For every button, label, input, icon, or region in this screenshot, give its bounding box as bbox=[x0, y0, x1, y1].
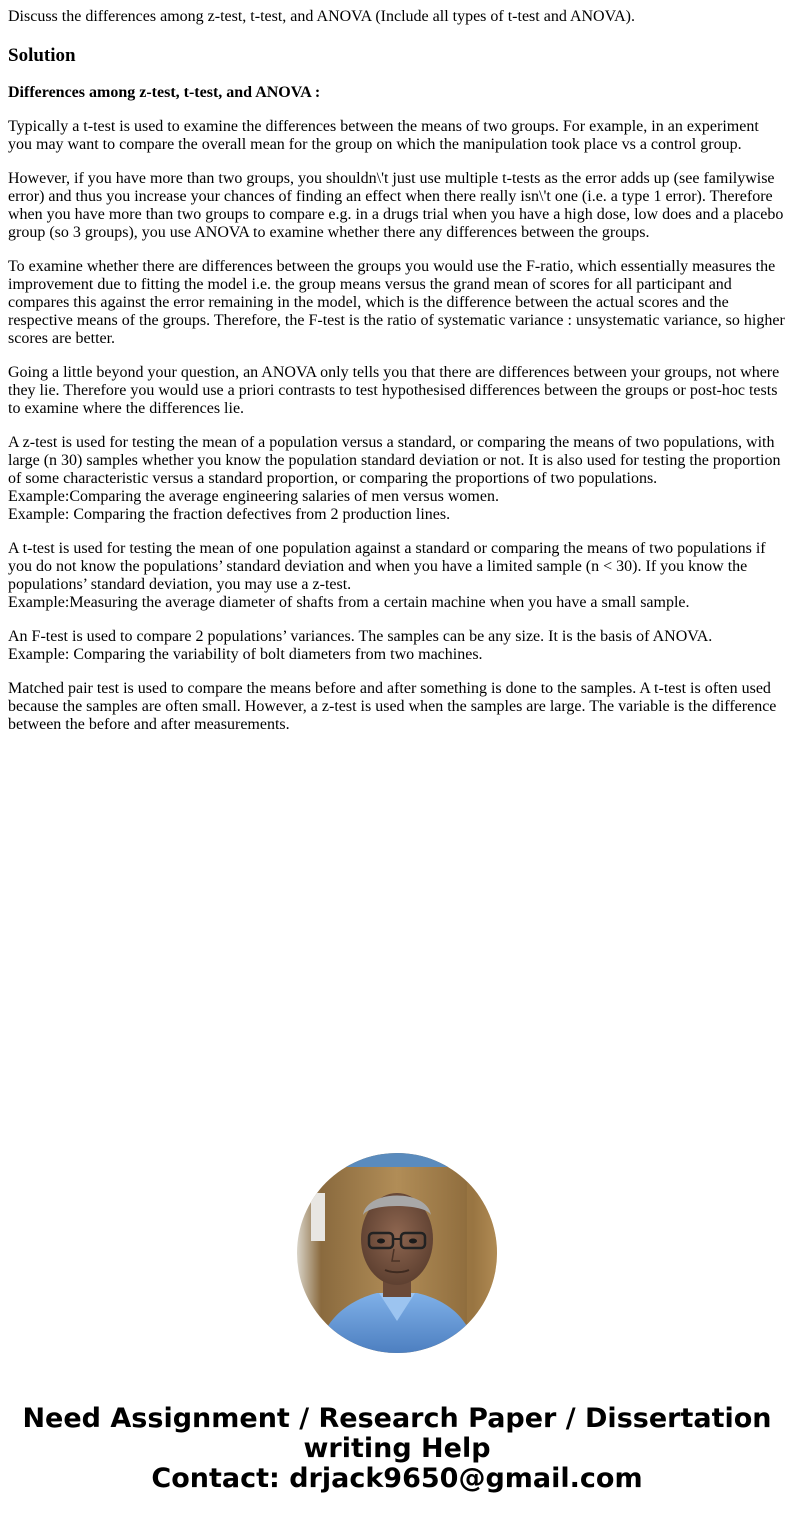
author-photo-icon bbox=[297, 1153, 497, 1353]
question-text: Discuss the differences among z-test, t-test, and ANOVA (Include all types of t-test and ANOVA). bbox=[8, 8, 635, 25]
author-avatar bbox=[297, 1153, 497, 1353]
footer-line: writing Help bbox=[303, 1433, 491, 1464]
paragraph-example: Example: Comparing the variability of bolt diameters from two machines. bbox=[8, 646, 483, 663]
paragraph-line: Going a little beyond your question, an ANOVA only tells you that there are differences between your groups, not where they lie. Therefore you would use a priori contrasts to test hypothesised differences between the groups or post-hoc tests to examine where the differences lie. bbox=[8, 364, 780, 417]
paragraph-line: An F-test is used to compare 2 populations’ variances. The samples can be any size. It is the basis of ANOVA. bbox=[8, 628, 713, 645]
paragraph-f-ratio bbox=[8, 258, 786, 348]
paragraph-matched-pair bbox=[8, 680, 786, 734]
footer-line: Need Assignment / Research Paper / Dissertation bbox=[22, 1403, 772, 1434]
paragraph-ttest-intro bbox=[8, 118, 786, 154]
paragraph-line: A t-test is used for testing the mean of one population against a standard or comparing the means of two populations if you do not know the populations’ standard deviation and when you have a limited sample (n < 30). If you know the populations’ standard deviation, you may use a z-test. bbox=[8, 540, 766, 593]
footer-contact-email: Contact: drjack9650@gmail.com bbox=[151, 1463, 643, 1494]
document-body bbox=[8, 8, 786, 750]
paragraph-example: Example:Measuring the average diameter of shafts from a certain machine when you have a small sample. bbox=[8, 594, 690, 611]
paragraph-multiple-groups bbox=[8, 170, 786, 242]
paragraph-line: However, if you have more than two groups, you shouldn\'t just use multiple t-tests as the error adds up (see familywise error) and thus you increase your chances of finding an effect when there really isn\'t one (i.e. a type 1 error). Therefore when you have more than two groups to compare e.g. in a drugs trial when you have a high dose, low does and a placebo group (so 3 groups), you use ANOVA to examine whether there any differences between the groups. bbox=[8, 170, 784, 241]
paragraph-line: A z-test is used for testing the mean of a population versus a standard, or comparing the means of two populations, with large (n 30) samples whether you know the population standard deviation or not. It is also used for testing the proportion of some characteristic versus a standard proportion, or comparing the proportions of two populations. bbox=[8, 434, 781, 487]
section-heading: Differences among z-test, t-test, and ANOVA : bbox=[8, 84, 321, 101]
paragraph-example: Example:Comparing the average engineering salaries of men versus women. bbox=[8, 488, 499, 505]
paragraph-post-hoc bbox=[8, 364, 786, 418]
paragraph-line: Typically a t-test is used to examine the differences between the means of two groups. For example, in an experiment you may want to compare the overall mean for the group on which the manipulation took place vs a control group. bbox=[8, 118, 759, 153]
paragraph-line: To examine whether there are differences between the groups you would use the F-ratio, which essentially measures the improvement due to fitting the model i.e. the group means versus the grand mean of scores for all participant and compares this against the error remaining in the model, which is the difference between the actual scores and the respective means of the groups. Therefore, the F-test is the ratio of systematic variance : unsystematic variance, so higher scores are better. bbox=[8, 258, 785, 347]
paragraph-z-test bbox=[8, 434, 786, 524]
paragraph-t-test bbox=[8, 540, 786, 612]
paragraph-line: Matched pair test is used to compare the means before and after something is done to the samples. A t-test is often used because the samples are often small. However, a z-test is used when the samples are large. The variable is the difference between the before and after measurements. bbox=[8, 680, 777, 733]
paragraph-f-test bbox=[8, 628, 786, 664]
footer-contact bbox=[0, 1404, 794, 1494]
solution-heading: Solution bbox=[8, 45, 76, 66]
paragraph-example: Example: Comparing the fraction defectives from 2 production lines. bbox=[8, 506, 451, 523]
